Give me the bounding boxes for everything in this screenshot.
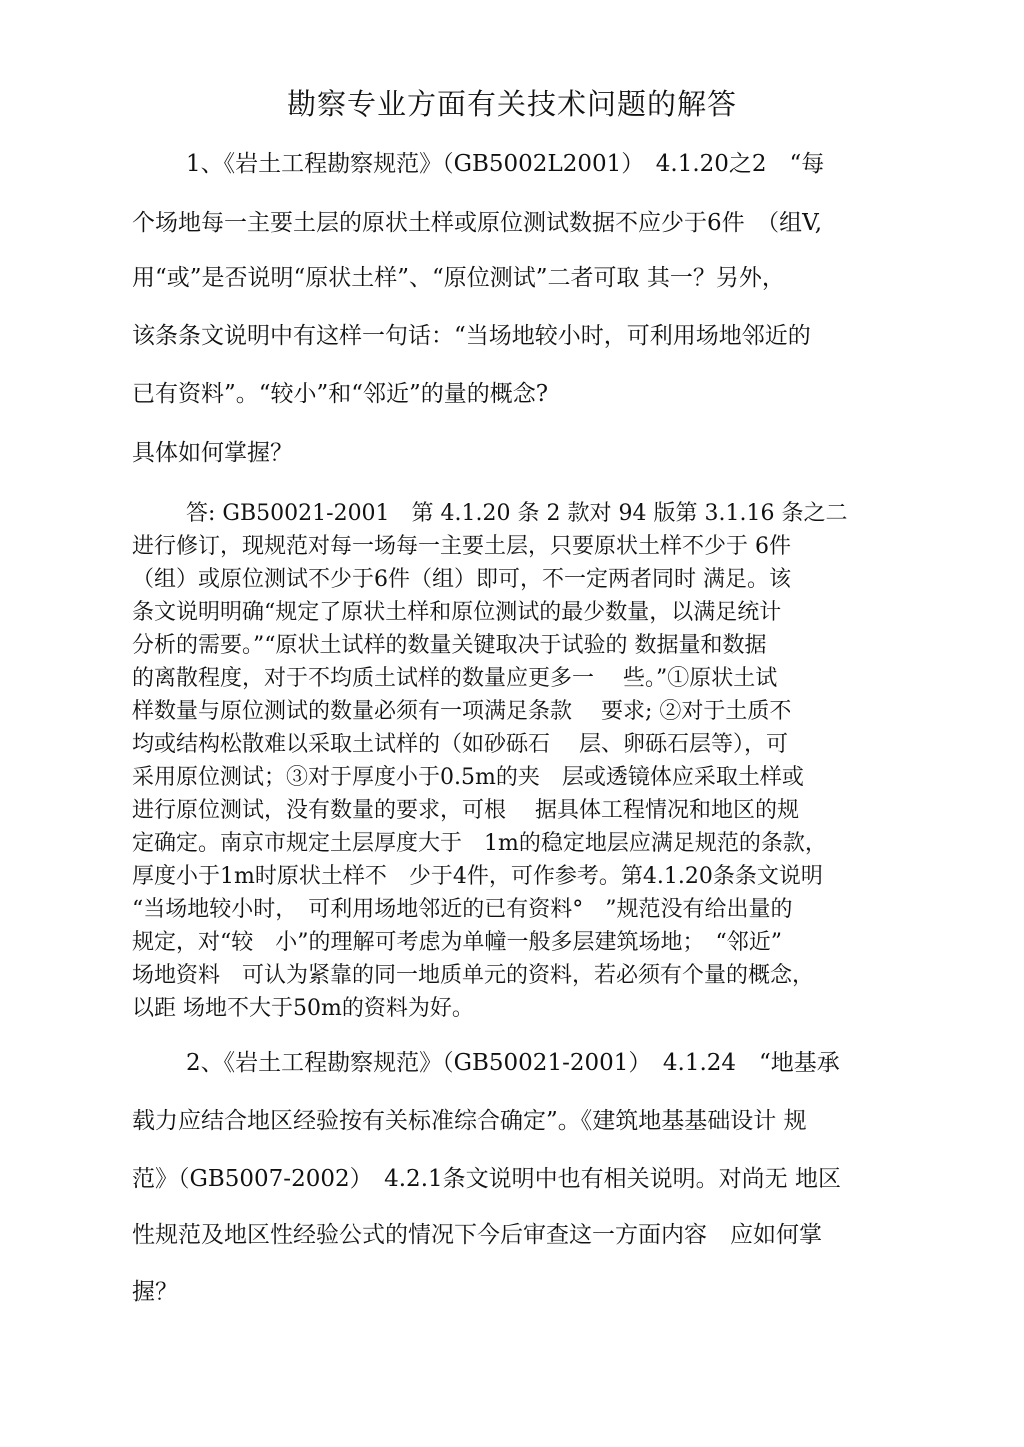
q1-line-1: 1、《岩土工程勘察规范》（GB5002L2001） 4.1.20之2 “每 <box>186 151 825 177</box>
a1-line-8: 均或结构松散难以采取土试样的（如砂砾石 层、卵砾石层等），可 <box>132 732 788 757</box>
a1-line-11: 定确定。南京市规定土层厚度大于 1m的稳定地层应满足规范的条款， <box>132 831 827 856</box>
a1-line-6: 的离散程度，对于不均质土试样的数量应更多一 些。”①原状土试 <box>132 666 778 691</box>
a1-line-16: 以距 场地不大于50m的资料为好。 <box>132 996 474 1021</box>
a1-line-4: 条文说明明确“规定了原状土样和原位测试的最少数量，以满足统计 <box>132 600 782 625</box>
a1-line-5: 分析的需要。”“原状土试样的数量关键取决于试验的 数据量和数据 <box>132 633 767 658</box>
a1-line-1: 答: GB50021-2001 第 4.1.20 条 2 款对 94 版第 3.1.16 条之二 <box>186 501 848 526</box>
a1-line-13: “当场地较小时， 可利用场地邻近的已有资料° ”规范没有给出量的 <box>132 897 793 922</box>
q1-line-4: 该条条文说明中有这样一句话：“当场地较小时，可利用场地邻近的 <box>132 323 811 349</box>
q1-line-3: 用“或”是否说明“原状土样”、“原位测试”二者可取 其一？另外， <box>132 265 785 291</box>
a1-line-7: 样数量与原位测试的数量必须有一项满足条款 要求; ②对于土质不 <box>132 699 792 724</box>
q2-line-5: 握？ <box>132 1279 178 1305</box>
q2-line-4: 性规范及地区性经验公式的情况下今后审查这一方面内容 应如何掌 <box>132 1222 822 1248</box>
q1-line-5: 已有资料”。“较小”和“邻近”的量的概念? <box>132 381 549 407</box>
a1-line-15: 场地资料 可认为紧靠的同一地质单元的资料，若必须有个量的概念， <box>132 963 815 988</box>
a1-line-14: 规定，对“较 小”的理解可考虑为单幢一般多层建筑场地； “邻近” <box>132 930 782 955</box>
page-title: 勘察专业方面有关技术问题的解答 <box>286 87 737 121</box>
a1-line-3: （组）或原位测试不少于6件（组）即可，不一定两者同时 满足。该 <box>132 567 791 592</box>
a1-line-9: 采用原位测试；③对于厚度小于0.5m的夹 层或透镜体应采取土样或 <box>132 765 804 790</box>
a1-line-12: 厚度小于1m时原状土样不 少于4件，可作参考。第4.1.20条条文说明 <box>132 864 823 889</box>
q2-line-2: 载力应结合地区经验按有关标准综合确定”。《建筑地基基础设计 规 <box>132 1108 807 1134</box>
q1-line-6: 具体如何掌握？ <box>132 440 293 466</box>
a1-line-2: 进行修订，现规范对每一场每一主要土层，只要原状土样不少于 6件 <box>132 534 791 559</box>
a1-line-10: 进行原位测试，没有数量的要求，可根 据具体工程情况和地区的规 <box>132 798 799 823</box>
q2-line-3: 范》（GB5007-2002） 4.2.1条文说明中也有相关说明。对尚无 地区 <box>132 1166 841 1192</box>
q1-line-2: 个场地每一主要土层的原状土样或原位测试数据不应少于6件 （组V, <box>132 210 823 236</box>
q2-line-1: 2、《岩土工程勘察规范》（GB50021-2001） 4.1.24 “地基承 <box>186 1050 840 1076</box>
